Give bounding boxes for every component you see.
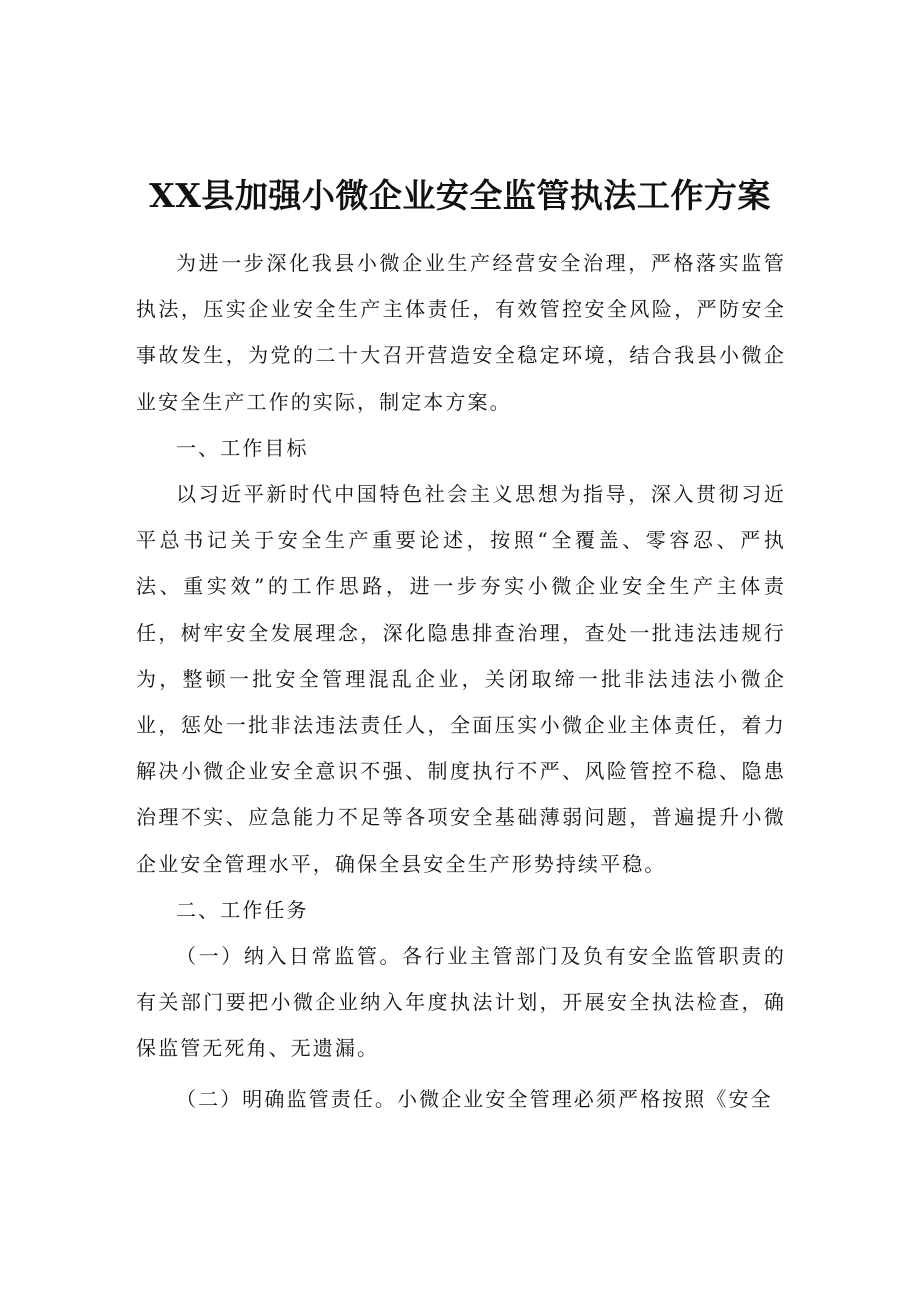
intro-paragraph: 为进一步深化我县小微企业生产经营安全治理，严格落实监管执法，压实企业安全生产主体责任，有效管控安全风险，严防安全事故发生，为党的二十大召开营造安全稳定环境，结合我县小微企业安全生产工作的实际，制定本方案。 <box>136 251 786 414</box>
section-heading-goals: 一、工作目标 <box>176 435 309 460</box>
task-paragraph-2: （二）明确监管责任。小微企业安全管理必须严格按照《安全 <box>176 1086 773 1111</box>
document-title: XX县加强小微企业安全监管执法工作方案 <box>149 176 771 215</box>
section-heading-tasks: 二、工作任务 <box>176 897 309 922</box>
task-paragraph-1: （一）纳入日常监管。各行业主管部门及负有安全监管职责的有关部门要把小微企业纳入年度执法计划，开展安全执法检查，确保监管无死角、无遗漏。 <box>136 944 786 1061</box>
document-body <box>136 240 786 1122</box>
goals-paragraph: 以习近平新时代中国特色社会主义思想为指导，深入贯彻习近平总书记关于安全生产重要论述，按照“全覆盖、零容忍、严执法、重实效”的工作思路，进一步夯实小微企业安全生产主体责任，树牢安全发展理念，深化隐患排查治理，查处一批违法违规行为，整顿一批安全管理混乱企业，关闭取缔一批非法违法小微企业，惩处一批非法违法责任人，全面压实小微企业主体责任，着力解决小微企业安全意识不强、制度执行不严、风险管控不稳、隐患治理不实、应急能力不足等各项安全基础薄弱问题，普遍提升小微企业安全管理水平，确保全县安全生产形势持续平稳。 <box>136 482 786 876</box>
